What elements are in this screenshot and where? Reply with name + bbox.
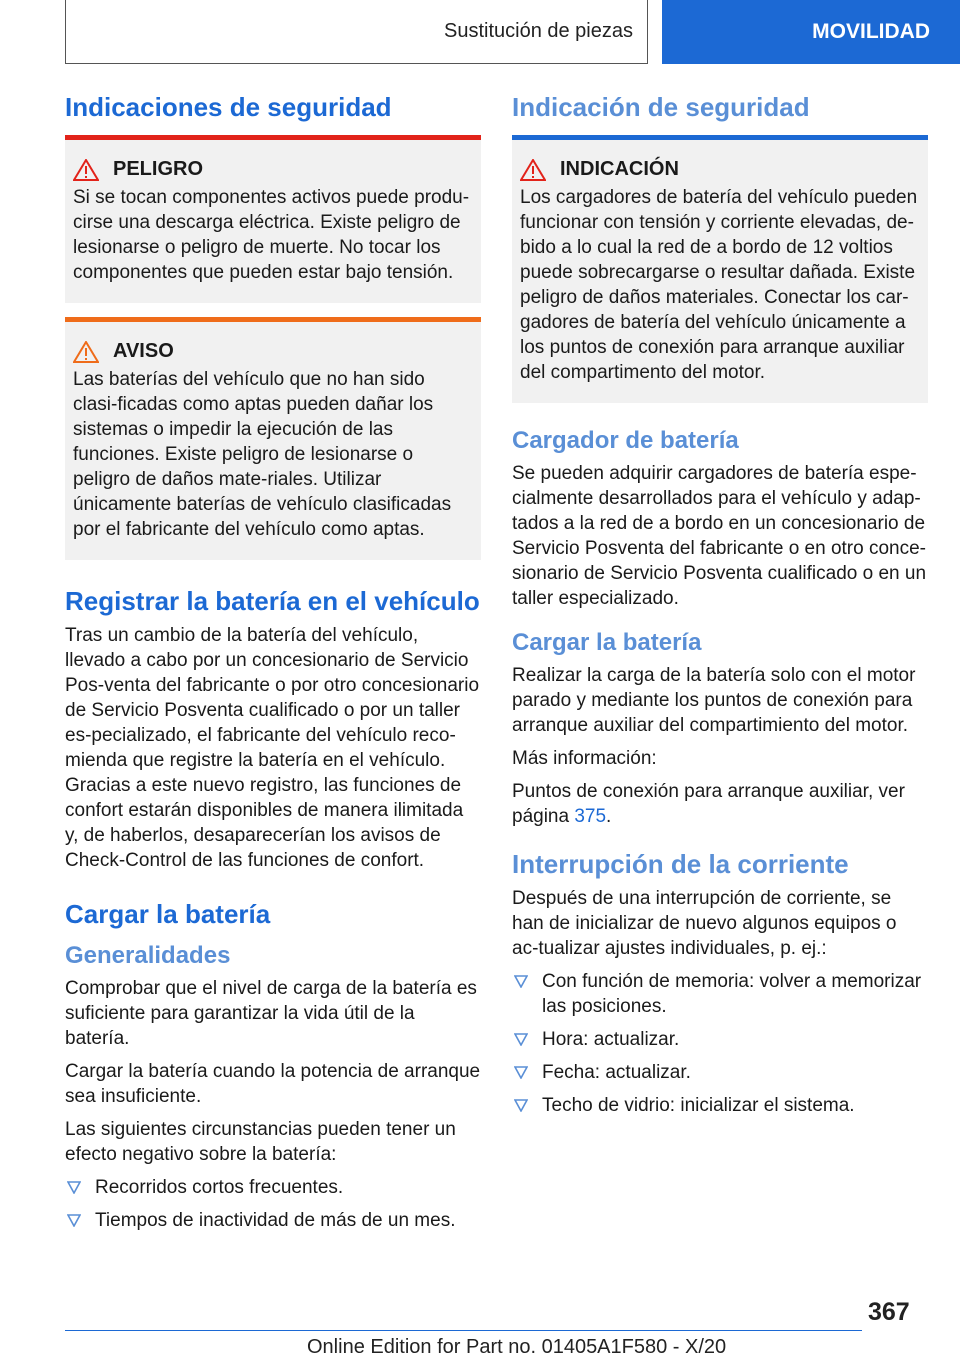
edition-footer: Online Edition for Part no. 01405A1F580 - X/20 bbox=[307, 1336, 727, 1358]
list-item: Hora: actualizar. bbox=[512, 1027, 928, 1052]
triangle-bullet-icon bbox=[514, 1066, 528, 1079]
info-label: INDICACIÓN bbox=[560, 158, 679, 180]
chapter-tab bbox=[65, 0, 648, 64]
info-text: Los cargadores de batería del vehículo pueden funcionar con tensión y corriente elevadas, de-bido a lo cual la red de a bordo de 12 voltios puede sobrecargarse o resultar dañada. Existe peligro de daños materiales. Conectar los car-gadores de batería del vehículo únicamente a los puntos de conexión para arranque auxiliar del compartimento del motor. bbox=[520, 187, 918, 383]
danger-label: PELIGRO bbox=[113, 158, 204, 180]
general-paragraph: Comprobar que el nivel de carga de la batería es suficiente para garantizar la vida útil de la batería. bbox=[65, 978, 477, 1049]
right-column bbox=[512, 92, 928, 1126]
danger-text: Si se tocan componentes activos puede produ-cirse una descarga eléctrica. Existe peligro de lesionarse o peligro de muerte. No tocar los componentes que pueden estar bajo tensión. bbox=[73, 187, 470, 283]
triangle-bullet-icon bbox=[67, 1214, 81, 1227]
general-paragraph: Las siguientes circunstancias pueden tener un efecto negativo sobre la batería: bbox=[65, 1119, 456, 1165]
charge-heading: Cargar la batería bbox=[65, 899, 271, 929]
safety-heading-right: Indicación de seguridad bbox=[512, 92, 810, 122]
triangle-bullet-icon bbox=[514, 975, 528, 988]
triangle-bullet-icon bbox=[514, 1033, 528, 1046]
list-item: Fecha: actualizar. bbox=[512, 1060, 928, 1085]
notice-box bbox=[65, 317, 481, 560]
warning-triangle-icon bbox=[73, 341, 99, 363]
charge-paragraph: Más información: bbox=[512, 748, 657, 769]
list-item: Tiempos de inactividad de más de un mes. bbox=[65, 1208, 481, 1233]
register-heading: Registrar la batería en el vehículo bbox=[65, 586, 480, 616]
interrupt-heading: Interrupción de la corriente bbox=[512, 849, 849, 879]
interrupt-text: Después de una interrupción de corriente, se han de inicializar de nuevo algunos equipos o ac-tualizar ajustes individuales, p. ej.: bbox=[512, 888, 897, 959]
battery-factor-list bbox=[65, 1175, 481, 1233]
charge-paragraph: Realizar la carga de la batería solo con el motor parado y mediante los puntos de conexión para arranque auxiliar del compartimiento del motor. bbox=[512, 665, 916, 736]
general-heading: Generalidades bbox=[65, 942, 231, 969]
footer-divider bbox=[65, 1330, 862, 1331]
danger-box bbox=[65, 135, 481, 303]
triangle-bullet-icon bbox=[514, 1099, 528, 1112]
list-item: Techo de vidrio: inicializar el sistema. bbox=[512, 1093, 928, 1118]
register-text: Tras un cambio de la batería del vehículo, llevado a cabo por un concesionario de Servicio Pos-venta del fabricante o por otro concesionario de Servicio Posventa cualificado o por un taller es-pecializado, el fabricante del vehículo reco-mienda que registre la batería en el vehículo. Gracias a este nuevo registro, las funciones de confort estarán disponibles de manera ilimitada y, de haberlos, desaparecerían los avisos de Check-Control de las funciones de confort. bbox=[65, 625, 480, 871]
page-number: 367 bbox=[868, 1298, 910, 1326]
info-box bbox=[512, 135, 928, 403]
section-title: MOVILIDAD bbox=[812, 20, 930, 43]
reset-list bbox=[512, 969, 928, 1118]
notice-text: Las baterías del vehículo que no han sido clasi-ficadas como aptas pueden dañar los sistemas o impedir la ejecución de las funciones. Existe peligro de lesionarse o peligro de daños mate-riales. Utilizar únicamente baterías de vehículo clasificadas por el fabricante del vehículo como aptas. bbox=[73, 369, 452, 540]
notice-label: AVISO bbox=[113, 340, 174, 362]
charger-heading: Cargador de batería bbox=[512, 427, 739, 454]
left-column bbox=[65, 92, 481, 1241]
list-item: Recorridos cortos frecuentes. bbox=[65, 1175, 481, 1200]
charger-text: Se pueden adquirir cargadores de batería espe-cialmente desarrollados para el vehículo y adap-tados a la red de a bordo en un concesionario de Servicio Posventa del fabricante o en otro conce-sionario de Servicio Posventa cualificado o en un taller especializado. bbox=[512, 463, 927, 609]
general-paragraph: Cargar la batería cuando la potencia de arranque sea insuficiente. bbox=[65, 1061, 481, 1107]
section-badge bbox=[662, 0, 960, 64]
charge-heading-right: Cargar la batería bbox=[512, 629, 702, 656]
triangle-bullet-icon bbox=[67, 1181, 81, 1194]
warning-triangle-icon bbox=[520, 159, 546, 181]
page-link[interactable]: 375 bbox=[574, 806, 607, 827]
chapter-title: Sustitución de piezas bbox=[443, 20, 633, 42]
charge-paragraph: Puntos de conexión para arranque auxiliar, ver página 375. bbox=[512, 781, 905, 827]
list-item: Con función de memoria: volver a memorizar las posiciones. bbox=[512, 969, 928, 1019]
warning-triangle-icon bbox=[73, 159, 99, 181]
safety-heading: Indicaciones de seguridad bbox=[65, 92, 392, 122]
